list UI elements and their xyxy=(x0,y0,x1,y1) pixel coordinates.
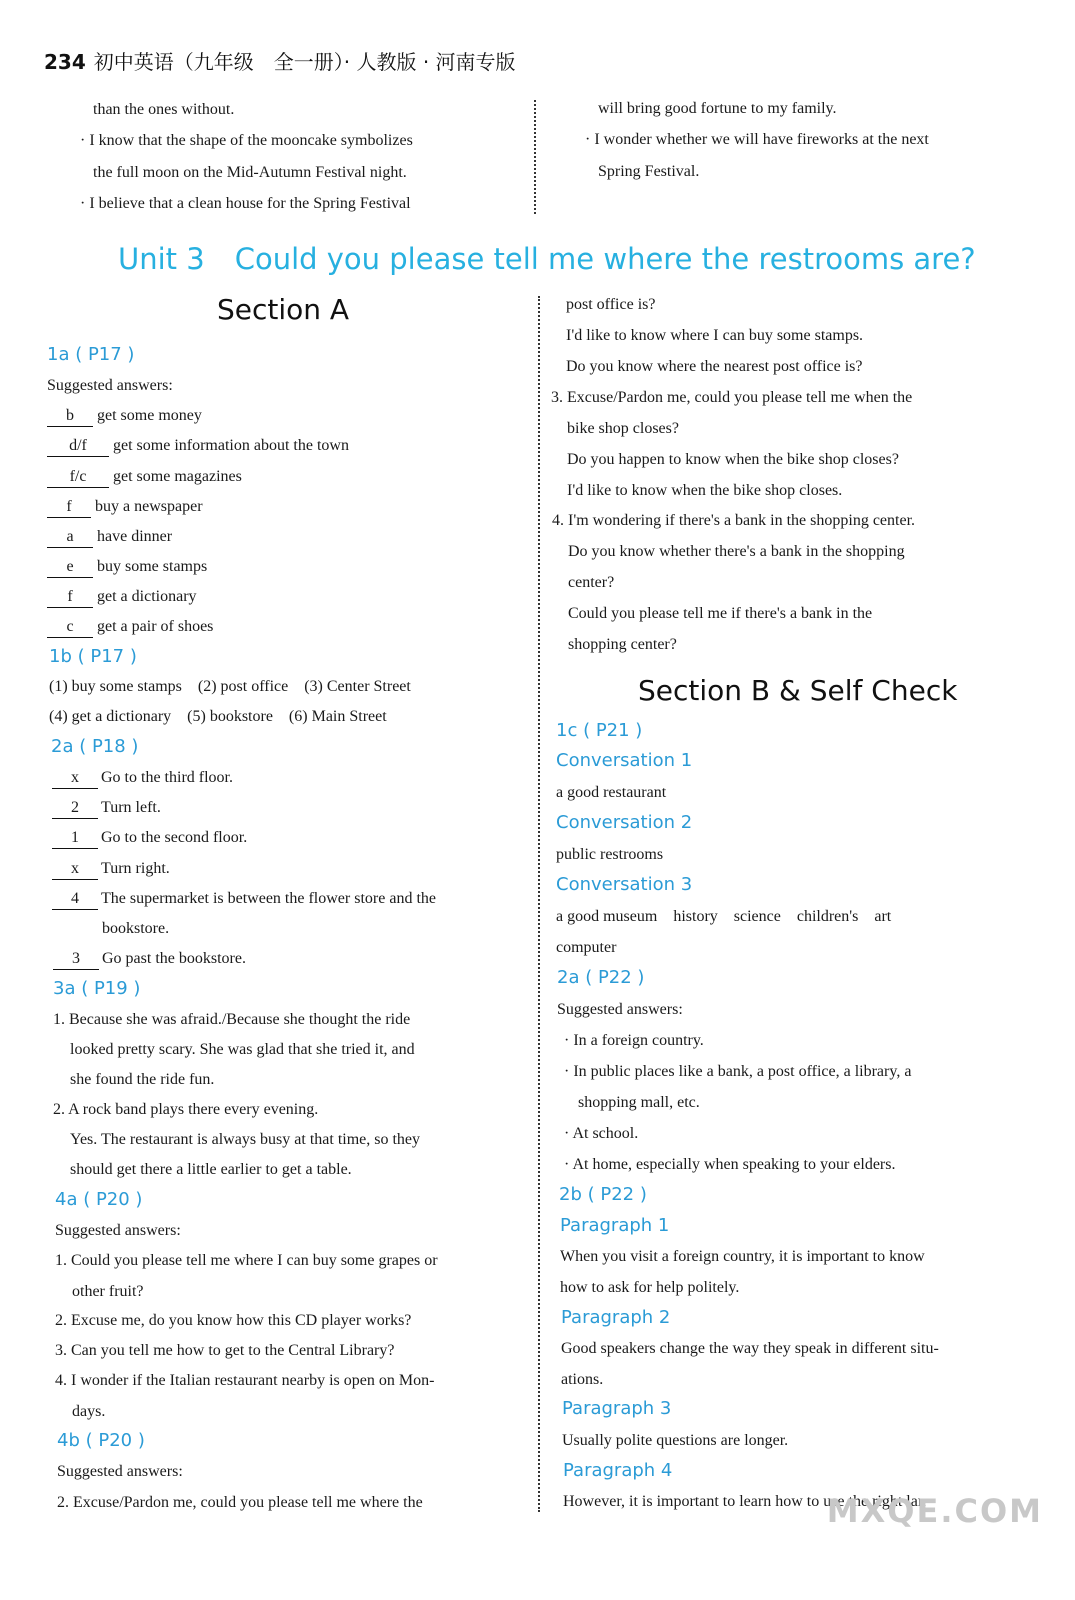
item-text: Go past the bookstore. xyxy=(102,950,246,967)
text-line: shopping center? xyxy=(568,636,677,653)
ref-2b: 2b ( P22 ) xyxy=(559,1184,647,1205)
conversation-1-label: Conversation 1 xyxy=(556,750,693,771)
item-text: get some information about the town xyxy=(113,437,349,454)
answer-blank: b xyxy=(47,406,93,427)
column-divider xyxy=(534,100,536,214)
ref-1c: 1c ( P21 ) xyxy=(556,720,643,741)
answer-blank: x xyxy=(52,768,98,789)
page-number: 234 xyxy=(44,50,86,74)
conversation-2-label: Conversation 2 xyxy=(556,812,693,833)
list-item xyxy=(47,405,202,427)
unit-title-text: Could you please tell me where the restrooms are? xyxy=(234,242,976,276)
list-item xyxy=(52,827,247,849)
conversation-3-label: Conversation 3 xyxy=(556,874,693,895)
text-line: Could you please tell me if there's a bank in the xyxy=(568,605,873,622)
list-item xyxy=(47,466,242,488)
text-line: Do you know where the nearest post office is? xyxy=(566,358,863,375)
ref-4a: 4a ( P20 ) xyxy=(55,1189,143,1210)
ref-1b: 1b ( P17 ) xyxy=(49,646,137,667)
item-text: get a pair of shoes xyxy=(97,618,214,635)
list-item xyxy=(52,888,436,910)
list-item xyxy=(47,586,197,608)
answer-blank: a xyxy=(47,527,93,548)
text-line: Do you know whether there's a bank in the shopping xyxy=(568,543,905,560)
item-text: get a dictionary xyxy=(97,588,197,605)
item-text: Go to the second floor. xyxy=(101,829,248,846)
list-item xyxy=(47,556,207,578)
text-line: she found the ride fun. xyxy=(70,1071,215,1088)
list-item xyxy=(52,797,161,819)
paragraph-3-label: Paragraph 3 xyxy=(562,1398,672,1419)
text-line: Good speakers change the way they speak in different situ- xyxy=(561,1340,939,1357)
text-line: Do you happen to know when the bike shop closes? xyxy=(567,451,899,468)
text-line: should get there a little earlier to get a table. xyxy=(70,1161,352,1178)
text-line: · At home, especially when speaking to your elders. xyxy=(564,1156,896,1173)
answer-blank: 3 xyxy=(53,949,99,970)
answer-blank: 1 xyxy=(52,828,98,849)
list-item xyxy=(47,616,213,638)
list-item xyxy=(47,526,172,548)
text-line: other fruit? xyxy=(72,1283,144,1300)
item-text: Go to the third floor. xyxy=(101,769,233,786)
item-text: buy a newspaper xyxy=(95,498,203,515)
book-title: 初中英语（九年级 全一册）· 人教版 · 河南专版 xyxy=(93,50,516,74)
text-line: When you visit a foreign country, it is important to know xyxy=(560,1248,925,1265)
answer-blank: f xyxy=(47,587,93,608)
text-line: · I know that the shape of the mooncake symbolizes xyxy=(80,132,413,149)
answer-blank: x xyxy=(52,859,98,880)
text-line: Spring Festival. xyxy=(598,163,700,180)
text-line: 2. Excuse/Pardon me, could you please tell me where the xyxy=(57,1494,423,1511)
ref-2a-b: 2a ( P22 ) xyxy=(557,967,645,988)
text-line: bike shop closes? xyxy=(567,420,679,437)
text-line: shopping mall, etc. xyxy=(578,1094,700,1111)
text-line: post office is? xyxy=(566,296,656,313)
ref-3a: 3a ( P19 ) xyxy=(53,978,141,999)
ref-4b: 4b ( P20 ) xyxy=(57,1430,145,1451)
text-line: (1) buy some stamps (2) post office (3) Center Street xyxy=(49,678,411,695)
text-line: · In a foreign country. xyxy=(564,1032,704,1049)
answer-blank: c xyxy=(47,617,93,638)
text-line: · I believe that a clean house for the Spring Festival xyxy=(80,195,411,212)
text-line: ations. xyxy=(561,1371,604,1388)
answer-blank: 2 xyxy=(52,798,98,819)
text-line: (4) get a dictionary (5) bookstore (6) Main Street xyxy=(49,708,387,725)
item-text: Turn left. xyxy=(101,799,161,816)
text-line: than the ones without. xyxy=(93,101,235,118)
page-header xyxy=(44,46,516,75)
text-line: Usually polite questions are longer. xyxy=(562,1432,789,1449)
list-item xyxy=(52,858,170,880)
text-line: a good restaurant xyxy=(556,784,667,801)
text-line: Suggested answers: xyxy=(57,1463,183,1480)
text-line: will bring good fortune to my family. xyxy=(598,100,837,117)
text-line: Yes. The restaurant is always busy at that time, so they xyxy=(70,1131,421,1148)
text-line: days. xyxy=(72,1403,106,1420)
text-line: · At school. xyxy=(564,1125,639,1142)
unit-number: Unit 3 xyxy=(118,242,205,276)
item-text: get some magazines xyxy=(113,468,242,485)
text-line: computer xyxy=(556,939,617,956)
text-line: the full moon on the Mid-Autumn Festival night. xyxy=(93,164,407,181)
answer-blank: f xyxy=(47,497,91,518)
text-line: 4. I wonder if the Italian restaurant nearby is open on Mon- xyxy=(55,1372,435,1389)
section-a-heading: Section A xyxy=(217,293,350,326)
paragraph-2-label: Paragraph 2 xyxy=(561,1307,671,1328)
item-text: have dinner xyxy=(97,528,173,545)
text-line: Suggested answers: xyxy=(55,1222,181,1239)
text-line: center? xyxy=(568,574,615,591)
text-line: 2. A rock band plays there every evening. xyxy=(53,1101,319,1118)
text-line: I'd like to know when the bike shop closes. xyxy=(567,482,843,499)
answer-blank: 4 xyxy=(52,889,98,910)
item-text: get some money xyxy=(97,407,202,424)
list-item xyxy=(47,435,349,457)
text-line: 3. Excuse/Pardon me, could you please tell me when the xyxy=(551,389,913,406)
text-line: 4. I'm wondering if there's a bank in the shopping center. xyxy=(552,512,916,529)
list-item xyxy=(53,948,246,970)
text-line: public restrooms xyxy=(556,846,664,863)
text-line: a good museum history science children's art xyxy=(556,908,892,925)
list-item xyxy=(47,496,203,518)
text-line: · I wonder whether we will have fireworks at the next xyxy=(585,131,929,148)
watermark: MXQE.COM xyxy=(826,1492,1043,1530)
answer-blank: d/f xyxy=(47,436,109,457)
paragraph-1-label: Paragraph 1 xyxy=(560,1215,670,1236)
text-line: · In public places like a bank, a post office, a library, a xyxy=(564,1063,912,1080)
answer-blank: e xyxy=(47,557,93,578)
text-line: However, it is important to learn how to use the right lan- xyxy=(563,1493,932,1510)
ref-1a: 1a ( P17 ) xyxy=(47,344,135,365)
column-divider xyxy=(538,296,540,1512)
item-text: The supermarket is between the flower store and the xyxy=(101,890,436,907)
text-line: 1. Because she was afraid./Because she thought the ride xyxy=(53,1011,411,1028)
unit-title xyxy=(118,242,976,276)
paragraph-4-label: Paragraph 4 xyxy=(563,1460,673,1481)
text-line: 2. Excuse me, do you know how this CD player works? xyxy=(55,1312,412,1329)
text-line: 3. Can you tell me how to get to the Central Library? xyxy=(55,1342,395,1359)
text-line: 1. Could you please tell me where I can buy some grapes or xyxy=(55,1252,438,1269)
item-text: buy some stamps xyxy=(97,558,208,575)
section-b-heading: Section B & Self Check xyxy=(638,674,958,707)
text-line: bookstore. xyxy=(102,920,170,937)
item-text: Turn right. xyxy=(101,860,170,877)
text-line: Suggested answers: xyxy=(557,1001,683,1018)
suggested-label: Suggested answers: xyxy=(47,377,173,394)
list-item xyxy=(52,767,233,789)
text-line: looked pretty scary. She was glad that she tried it, and xyxy=(70,1041,415,1058)
text-line: how to ask for help politely. xyxy=(560,1279,740,1296)
answer-blank: f/c xyxy=(47,467,109,488)
text-line: I'd like to know where I can buy some stamps. xyxy=(566,327,864,344)
ref-2a: 2a ( P18 ) xyxy=(51,736,139,757)
